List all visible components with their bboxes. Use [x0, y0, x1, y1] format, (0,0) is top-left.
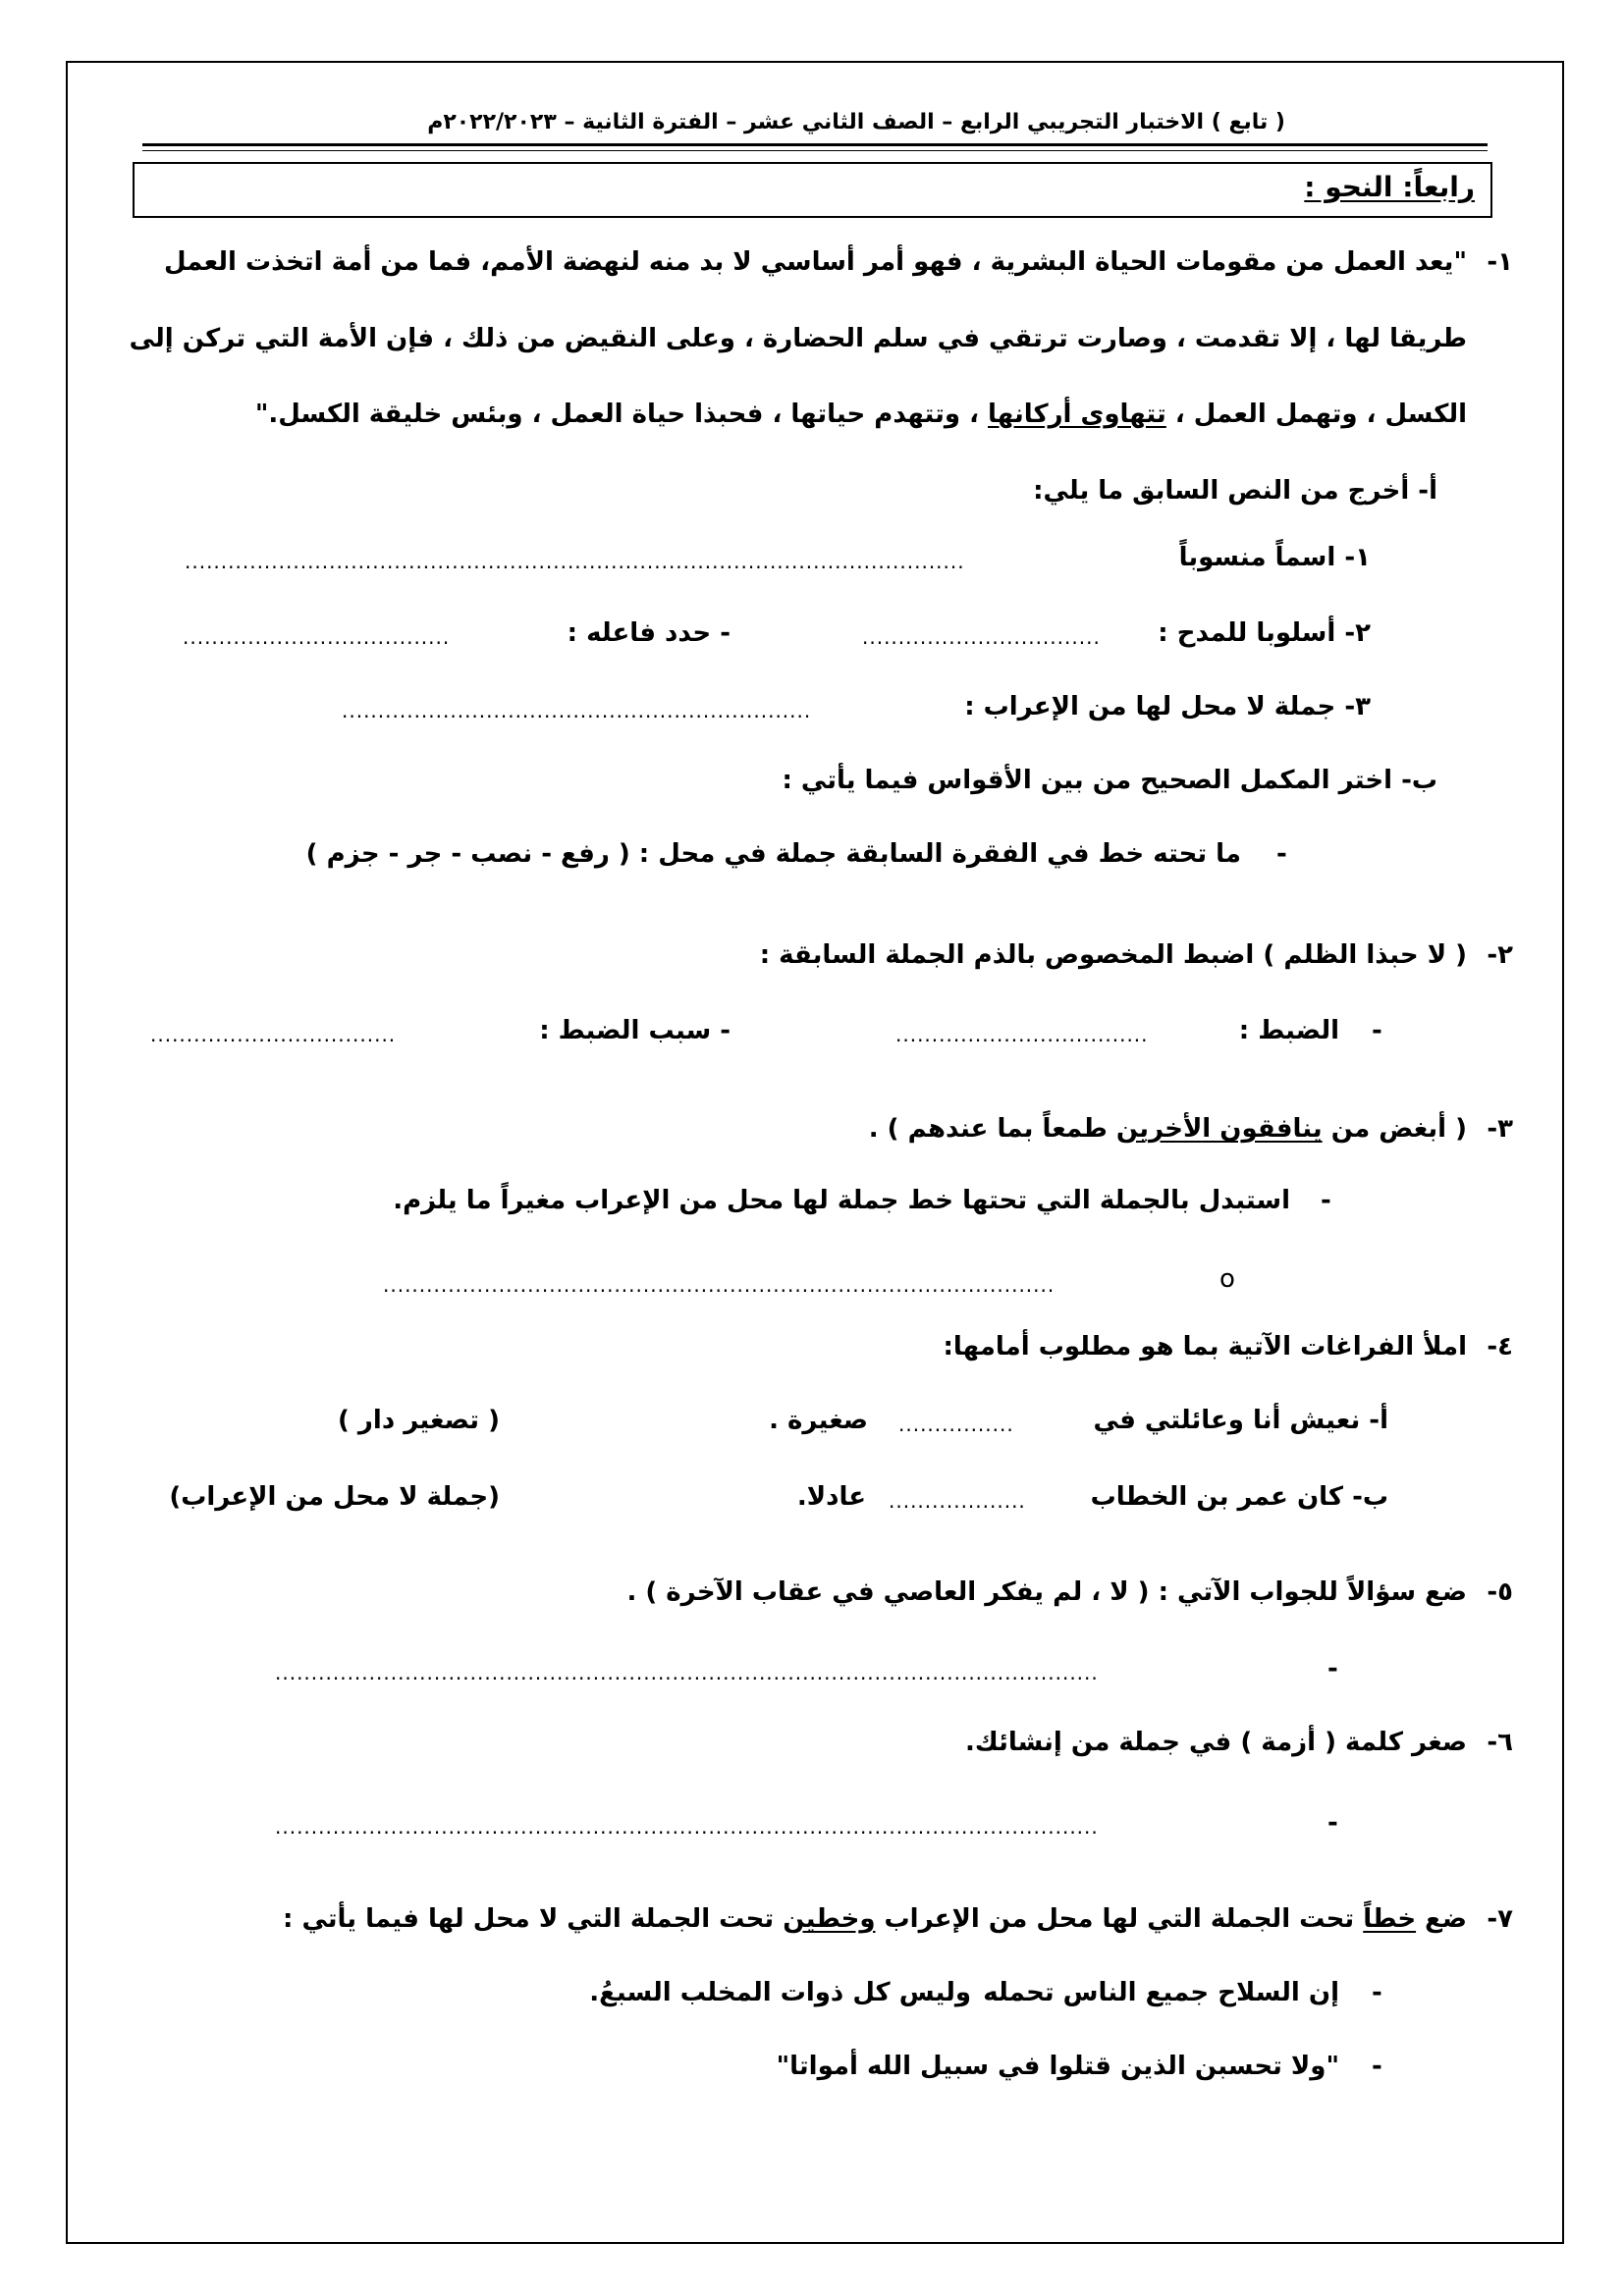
q1-a2-subject-blank[interactable]: .....................................: [183, 625, 451, 649]
q4-b-answer-blank[interactable]: ...................: [889, 1489, 1026, 1513]
q1-b1-question: ما تحته خط في الفقرة السابقة جملة في محل : ( رفع - نصب - جر - جزم ): [305, 839, 1241, 869]
header-divider-thin: [142, 150, 1488, 151]
q4-number: ٤-: [1487, 1332, 1513, 1362]
q1-a2-answer-blank[interactable]: .................................: [862, 625, 1101, 649]
q3-bullet: o: [1219, 1264, 1235, 1294]
q6-question: صغر كلمة ( أزمة ) في جملة من إنشائك.: [965, 1728, 1467, 1757]
q5-answer-blank[interactable]: ..................................................................................................................: [275, 1661, 1099, 1684]
q4-a-answer-blank[interactable]: ................: [898, 1413, 1014, 1436]
header-divider: [142, 143, 1488, 146]
section-title-box: [133, 162, 1492, 218]
q6-answer-blank[interactable]: ..................................................................................................................: [275, 1815, 1099, 1839]
q1-underlined-phrase: تتهاوى أركانها: [988, 400, 1166, 429]
q7-underlined-two-lines: وخطين: [783, 1904, 876, 1934]
q7-question: [283, 1904, 1467, 1934]
q2-reason-label: - سبب الضبط :: [539, 1016, 731, 1045]
q5-number: ٥-: [1487, 1577, 1513, 1607]
q5-question: ضع سؤالاً للجواب الآتي : ( لا ، لم يفكر العاصي في عقاب الآخرة ) .: [626, 1577, 1467, 1607]
q7-item2[interactable]: "ولا تحسبن الذين قتلوا في سبيل الله أمواتا": [776, 2052, 1339, 2081]
q7-item1-second-half[interactable]: وليس كل ذوات المخلب السبعُ.: [589, 1978, 971, 2007]
q3-dash: -: [1321, 1186, 1331, 1215]
q2-correction-label: الضبط :: [1238, 1016, 1339, 1045]
q1-b1-dash: -: [1276, 839, 1287, 869]
q2-question: ( لا حبذا الظلم ) اضبط المخصوص بالذم الجملة السابقة :: [759, 940, 1467, 970]
q1-a1-answer-blank[interactable]: ............................................................................................................: [185, 550, 965, 573]
q3-answer-blank[interactable]: .............................................................................................: [383, 1273, 1056, 1297]
q4-b-text-end: عادلا.: [796, 1482, 866, 1512]
q3-question: [869, 1114, 1467, 1144]
q7-question-part-3: تحت الجملة التي لا محل لها فيما يأتي :: [283, 1904, 784, 1934]
q3-number: ٣-: [1487, 1114, 1513, 1144]
q4-b-text: ب- كان عمر بن الخطاب: [1090, 1482, 1388, 1512]
q4-a-text: أ- نعيش أنا وعائلتي في: [1093, 1406, 1388, 1435]
q2-number: ٢-: [1487, 940, 1513, 970]
q1-a3-label: ٣- جملة لا محل لها من الإعراب :: [964, 692, 1371, 721]
q1-a2-label: ٢- أسلوبا للمدح :: [1158, 618, 1371, 648]
q1-paragraph-line-3-end: ، وتتهدم حياتها ، فحبذا حياة العمل ، وبئس خليقة الكسل.": [254, 400, 989, 429]
q1-a3-answer-blank[interactable]: .................................................................: [342, 699, 812, 722]
q4-a-hint: ( تصغير دار ): [338, 1406, 500, 1435]
q7-item1-dash: -: [1372, 1978, 1382, 2007]
q1-a1-label: ١- اسماً منسوباً: [1178, 543, 1371, 572]
q1-paragraph-line-1: "يعد العمل من مقومات الحياة البشرية ، فهو أمر أساسي لا بد منه لنهضة الأمم، فما من أمة اتخذت العمل: [163, 247, 1467, 277]
q5-dash: -: [1327, 1654, 1338, 1683]
q4-a-text-end: صغيرة .: [769, 1406, 868, 1435]
q1-paragraph-line-2: طريقا لها ، إلا تقدمت ، وصارت ترتقي في سلم الحضارة ، وعلى النقيض من ذلك ، فإن الأمة التي تركن إلى: [129, 324, 1467, 353]
q7-number: ٧-: [1487, 1904, 1513, 1934]
q1-paragraph-line-3: [255, 400, 1467, 429]
exam-header-title: ( تابع ) الاختبار التجريبي الرابع – الصف الثاني عشر – الفترة الثانية – ٢٠٢٢/٢٠٢٣م: [427, 110, 1285, 134]
q7-item2-dash: -: [1372, 2052, 1382, 2081]
q2-correction-blank[interactable]: ...................................: [895, 1023, 1149, 1046]
q7-question-part-1: ضع: [1416, 1904, 1467, 1934]
q3-instruction: استبدل بالجملة التي تحتها خط جملة لها محل من الإعراب مغيراً ما يلزم.: [393, 1186, 1290, 1215]
q2-reason-blank[interactable]: ..................................: [150, 1023, 397, 1046]
q1-a2-subject-label: - حدد فاعله :: [567, 618, 731, 648]
q6-dash: -: [1327, 1808, 1338, 1838]
q1-paragraph-line-3-start: الكسل ، وتهمل العمل ،: [1165, 400, 1467, 429]
q3-question-end: طمعاً بما عندهم ) .: [868, 1114, 1116, 1144]
q1-number: ١-: [1487, 247, 1513, 277]
q7-item1-first-half[interactable]: إن السلاح جميع الناس تحمله: [983, 1978, 1339, 2007]
q4-b-hint: (جملة لا محل من الإعراب): [169, 1482, 500, 1512]
q1-part-b-heading: ب- اختر المكمل الصحيح من بين الأقواس فيما يأتي :: [782, 766, 1437, 795]
q3-underlined-phrase: ينافقون الأخرين: [1115, 1114, 1323, 1144]
section-title: رابعاً: النحو :: [1304, 171, 1475, 203]
q1-part-a-heading: أ- أخرج من النص السابق ما يلي:: [1033, 476, 1437, 506]
q3-question-start: ( أبغض من: [1322, 1114, 1467, 1144]
q6-number: ٦-: [1487, 1728, 1513, 1757]
q4-question: املأ الفراغات الآتية بما هو مطلوب أمامها:: [943, 1332, 1467, 1362]
q2-dash: -: [1372, 1016, 1382, 1045]
q7-underlined-one-line: خطاً: [1363, 1904, 1417, 1934]
q7-question-part-2: تحت الجملة التي لها محل من الإعراب: [875, 1904, 1364, 1934]
